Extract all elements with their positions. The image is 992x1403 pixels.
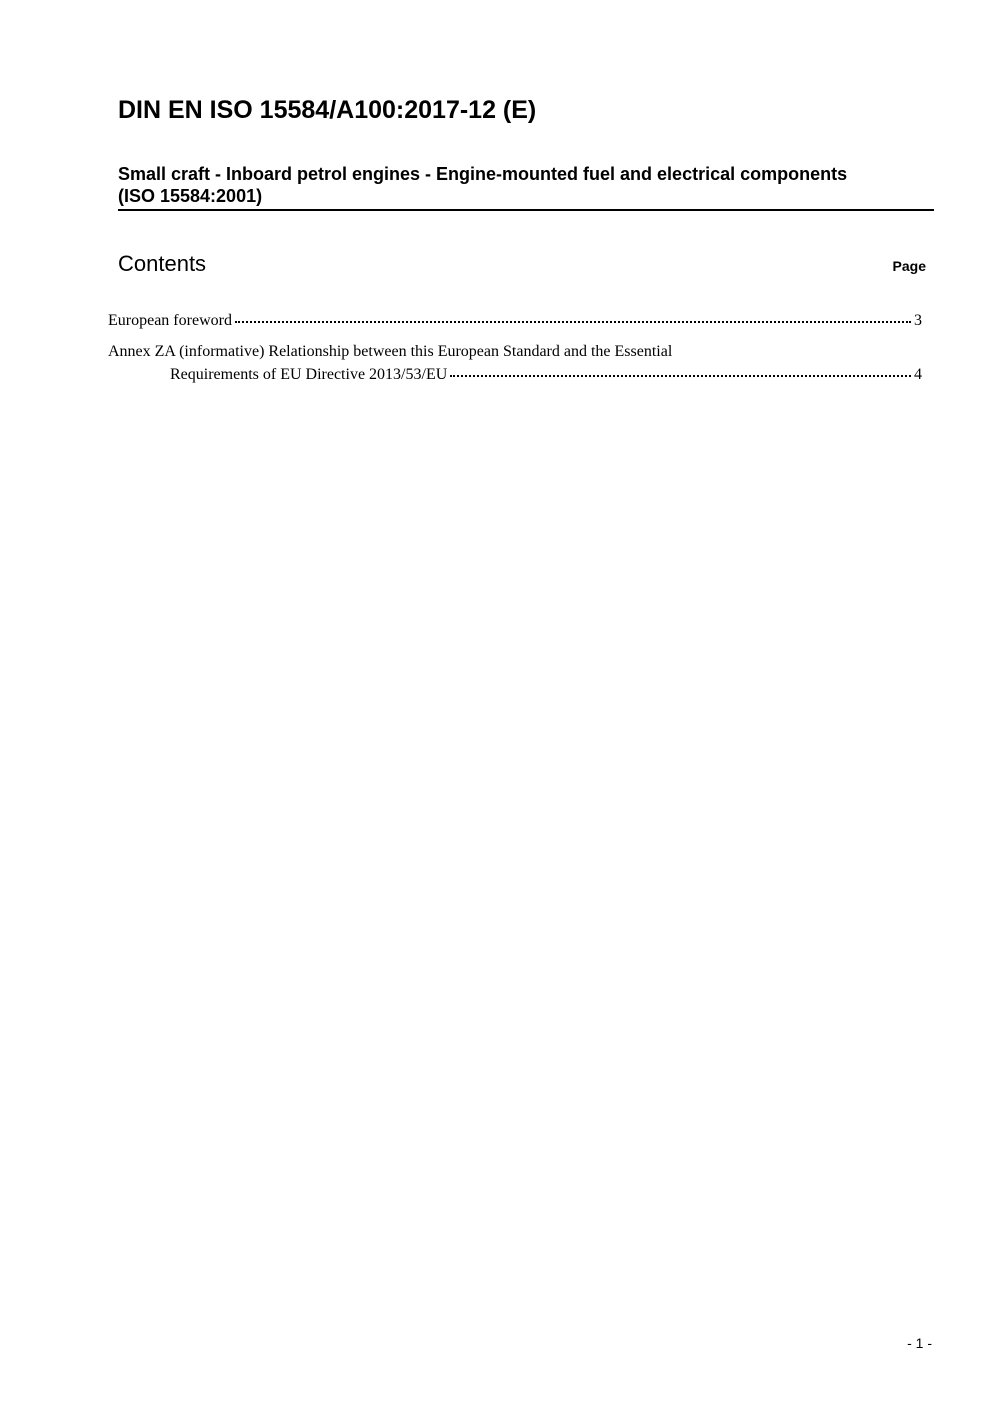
toc-entry-page: 3 [914, 312, 922, 329]
toc-entry-annex-za[interactable] [108, 340, 922, 386]
page-column-label: Page [892, 258, 926, 274]
toc-entry-european-foreword[interactable] [108, 309, 922, 332]
subtitle-line-2: (ISO 15584:2001) [118, 186, 263, 206]
toc-line [108, 309, 922, 332]
toc-entry-title-continued: Requirements of EU Directive 2013/53/EU [170, 366, 448, 383]
toc-line-continuation [108, 363, 922, 386]
toc-line [108, 340, 922, 363]
contents-heading: Contents [118, 251, 207, 276]
table-of-contents [108, 309, 922, 394]
document-title: DIN EN ISO 15584/A100:2017-12 (E) [118, 96, 537, 124]
toc-entry-title: Annex ZA (informative) Relationship between this European Standard and the Essential [108, 343, 673, 360]
subtitle-line-1: Small craft - Inboard petrol engines - Engine-mounted fuel and electrical components [118, 164, 848, 184]
toc-entry-page: 4 [914, 366, 922, 383]
toc-dot-leader [450, 375, 911, 377]
toc-dot-leader [235, 321, 911, 323]
page-number: - 1 - [907, 1335, 932, 1351]
document-subtitle [118, 163, 934, 211]
toc-entry-title: European foreword [108, 312, 232, 329]
